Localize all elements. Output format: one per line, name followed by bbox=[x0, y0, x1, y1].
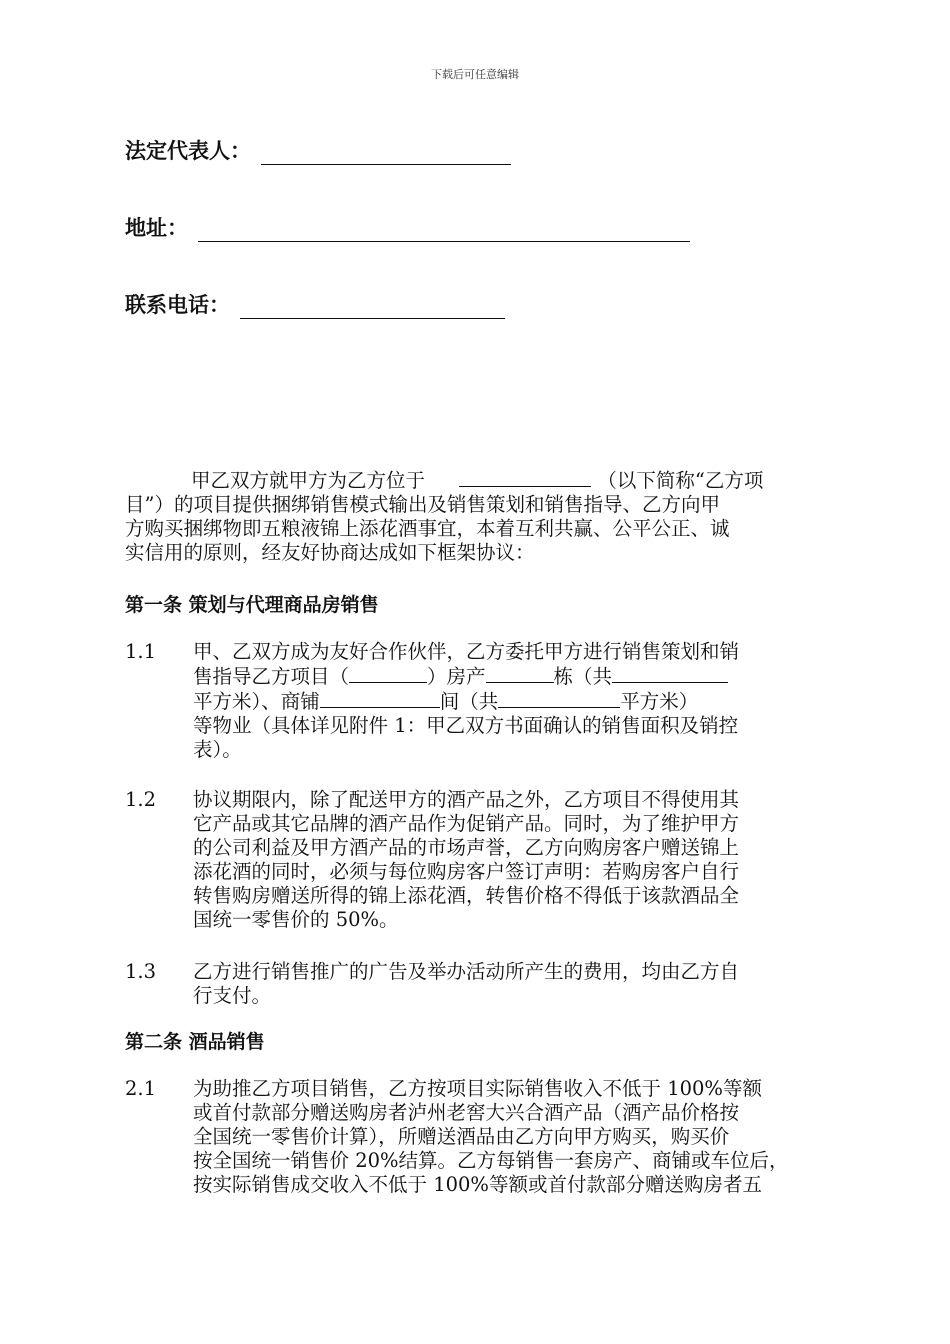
clause-line: 表）。 bbox=[193, 738, 242, 761]
clause-line: 全国统一零售价计算），所赠送酒品由乙方向甲方购买，购买价 bbox=[193, 1125, 730, 1148]
clause-line: 行支付。 bbox=[193, 984, 272, 1007]
project-location-blank[interactable] bbox=[459, 468, 591, 487]
clause-line: 平方米）、商铺 bbox=[193, 690, 320, 713]
clause-number: 2.1 bbox=[125, 1077, 157, 1100]
clause-line: 平方米） bbox=[620, 690, 699, 713]
clause-number: 1.3 bbox=[125, 960, 157, 983]
phone-blank[interactable] bbox=[240, 296, 505, 319]
clause-line: 或首付款部分赠送购房者泸州老窖大兴合酒产品（酒产品价格按 bbox=[193, 1101, 740, 1124]
intro-line: 实信用的原则，经友好协商达成如下框架协议： bbox=[125, 541, 535, 564]
clause-number: 1.1 bbox=[125, 640, 157, 663]
clause-line: 乙方进行销售推广的广告及举办活动所产生的费用，均由乙方自 bbox=[193, 960, 740, 983]
clause-number: 1.2 bbox=[125, 788, 157, 811]
legal-rep-label: 法定代表人： bbox=[125, 139, 251, 163]
phone-label: 联系电话： bbox=[125, 293, 230, 317]
clause-line: 等物业（具体详见附件 1：甲乙双方书面确认的销售面积及销控 bbox=[193, 714, 739, 737]
clause-line: 按全国统一销售价 20%结算。乙方每销售一套房产、商铺或车位后， bbox=[193, 1149, 789, 1172]
building-count-blank[interactable] bbox=[486, 664, 554, 683]
clause-line: 协议期限内，除了配送甲方的酒产品之外，乙方项目不得使用其 bbox=[193, 788, 740, 811]
clause-line: 国统一零售价的 50%。 bbox=[193, 908, 399, 931]
phone-field bbox=[125, 291, 505, 319]
intro-line: 目”）的项目提供捆绑销售模式输出及销售策划和销售指导、乙方向甲 bbox=[125, 493, 720, 516]
address-label: 地址： bbox=[125, 216, 188, 240]
clause-line: 栋（共 bbox=[553, 665, 613, 688]
address-blank[interactable] bbox=[198, 219, 690, 242]
address-field bbox=[125, 214, 690, 242]
header-note: 下载后可任意编辑 bbox=[431, 68, 519, 81]
project-name-blank[interactable] bbox=[349, 664, 427, 683]
legal-rep-blank[interactable] bbox=[261, 142, 511, 165]
intro-line: 方购买捆绑物即五粮液锦上添花酒事宜，本着互利共赢、公平公正、诚 bbox=[125, 517, 730, 540]
intro-line: （以下简称“乙方项 bbox=[597, 469, 764, 492]
residential-area-blank[interactable] bbox=[612, 664, 728, 683]
clause-line: 按实际销售成交收入不低于 100%等额或首付款部分赠送购房者五 bbox=[193, 1173, 762, 1196]
clause-line: 添花酒的同时，必须与每位购房客户签订声明：若购房客户自行 bbox=[193, 860, 740, 883]
clause-line: ）房产 bbox=[427, 665, 486, 688]
clause-line: 间（共 bbox=[439, 690, 499, 713]
legal-rep-field bbox=[125, 137, 511, 165]
intro-paragraph bbox=[125, 468, 845, 565]
clause-line: 转售购房赠送所得的锦上添花酒，转售价格不得低于该款酒品全 bbox=[193, 884, 740, 907]
clause-line: 为助推乙方项目销售，乙方按项目实际销售收入不低于 100%等额 bbox=[193, 1077, 762, 1100]
clause-line: 它产品或其它品牌的酒产品作为促销产品。同时，为了维护甲方 bbox=[193, 812, 740, 835]
clause-line: 甲、乙双方成为友好合作伙伴，乙方委托甲方进行销售策划和销 bbox=[193, 640, 740, 663]
clause-line: 的公司利益及甲方酒产品的市场声誉，乙方向购房客户赠送锦上 bbox=[193, 836, 740, 859]
article-2-title: 第二条 酒品销售 bbox=[125, 1031, 265, 1053]
intro-line: 甲乙双方就甲方为乙方位于 bbox=[191, 469, 426, 492]
shop-area-blank[interactable] bbox=[498, 689, 620, 708]
clause-line: 售指导乙方项目（ bbox=[193, 665, 350, 688]
article-1-title: 第一条 策划与代理商品房销售 bbox=[125, 594, 379, 616]
shop-count-blank[interactable] bbox=[320, 689, 440, 708]
